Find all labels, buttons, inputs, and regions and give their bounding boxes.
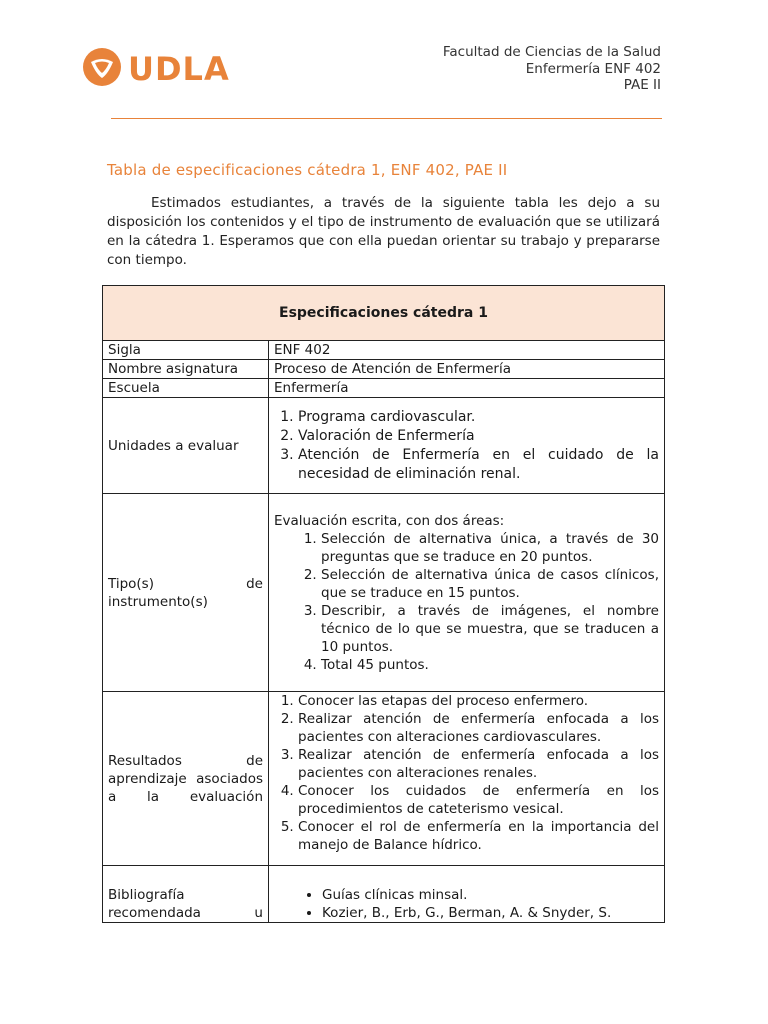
escuela-label: Escuela [103, 379, 269, 398]
unidades-list [274, 408, 659, 484]
list-item: 1. Programa cardiovascular. [298, 408, 659, 427]
list-item: 2. Realizar atención de enfermería enfocada a los pacientes con alteraciones cardiovasculares. [298, 710, 659, 746]
document-title: Tabla de especificaciones cátedra 1, ENF 402, PAE II [107, 161, 508, 179]
tipo-label: Tipo(s) de instrumento(s) [103, 494, 269, 692]
intro-text: Estimados estudiantes, a través de la siguiente tabla les dejo a su disposición los contenidos y el tipo de instrumento de evaluación que se utilizará en la cátedra 1. Esperamos que con ella puedan orientar su trabajo y prepararse con tiempo. [107, 195, 660, 268]
resultados-cell [269, 692, 665, 866]
resultados-list [274, 692, 659, 854]
row-resultados [103, 692, 665, 866]
asignatura-label: Nombre asignatura [103, 360, 269, 379]
table-heading-row [103, 286, 665, 341]
header-faculty: Facultad de Ciencias de la Salud [442, 44, 661, 60]
list-item: 4. Conocer los cuidados de enfermería en los procedimientos de cateterismo vesical. [298, 782, 659, 818]
asignatura-value: Proceso de Atención de Enfermería [269, 360, 665, 379]
row-asignatura [103, 360, 665, 379]
header-course: Enfermería ENF 402 [525, 60, 661, 77]
bibliografia-label: Bibliografía recomendada u [103, 866, 269, 923]
row-bibliografia [103, 866, 665, 923]
tipo-cell [269, 494, 665, 692]
udla-logo [80, 44, 240, 90]
intro-paragraph [107, 194, 660, 270]
row-escuela [103, 379, 665, 398]
list-item: 1. Selección de alternativa única, a través de 30 preguntas que se traduce en 20 puntos. [321, 530, 659, 566]
logo-text: UDLA [128, 50, 230, 88]
specifications-table [102, 285, 665, 923]
resultados-label: Resultados de aprendizaje asociados a la evaluación [103, 692, 269, 866]
header-info [443, 44, 661, 94]
tipo-intro: Evaluación escrita, con dos áreas: [274, 512, 505, 529]
row-unidades [103, 398, 665, 494]
header-pae: PAE II [623, 77, 661, 93]
unidades-label: Unidades a evaluar [103, 398, 269, 494]
tipo-list [274, 530, 659, 674]
bibliografia-cell [269, 866, 665, 923]
escuela-value: Enfermería [269, 379, 665, 398]
row-sigla [103, 341, 665, 360]
list-item: • Guías clínicas minsal. [322, 886, 659, 904]
list-item: 5. Conocer el rol de enfermería en la importancia del manejo de Balance hídrico. [298, 818, 659, 854]
row-tipo [103, 494, 665, 692]
list-item: 1. Conocer las etapas del proceso enfermero. [298, 692, 659, 710]
list-item: 4. Total 45 puntos. [321, 656, 659, 674]
table-heading: Especificaciones cátedra 1 [103, 286, 665, 341]
list-item: 3. Atención de Enfermería en el cuidado de la necesidad de eliminación renal. [298, 446, 659, 484]
sigla-label: Sigla [103, 341, 269, 360]
list-item: 2. Valoración de Enfermería [298, 427, 659, 446]
unidades-cell [269, 398, 665, 494]
list-item: • Kozier, B., Erb, G., Berman, A. & Snyder, S. [322, 904, 659, 922]
list-item: 3. Realizar atención de enfermería enfocada a los pacientes con alteraciones renales. [298, 746, 659, 782]
list-item: 3. Describir, a través de imágenes, el nombre técnico de lo que se muestra, que se traducen a 10 puntos. [321, 602, 659, 656]
bibliografia-list [274, 886, 659, 922]
udla-logo-mark [80, 44, 240, 90]
list-item: 2. Selección de alternativa única de casos clínicos, que se traduce en 15 puntos. [321, 566, 659, 602]
header-divider [111, 118, 662, 119]
sigla-value: ENF 402 [269, 341, 665, 360]
